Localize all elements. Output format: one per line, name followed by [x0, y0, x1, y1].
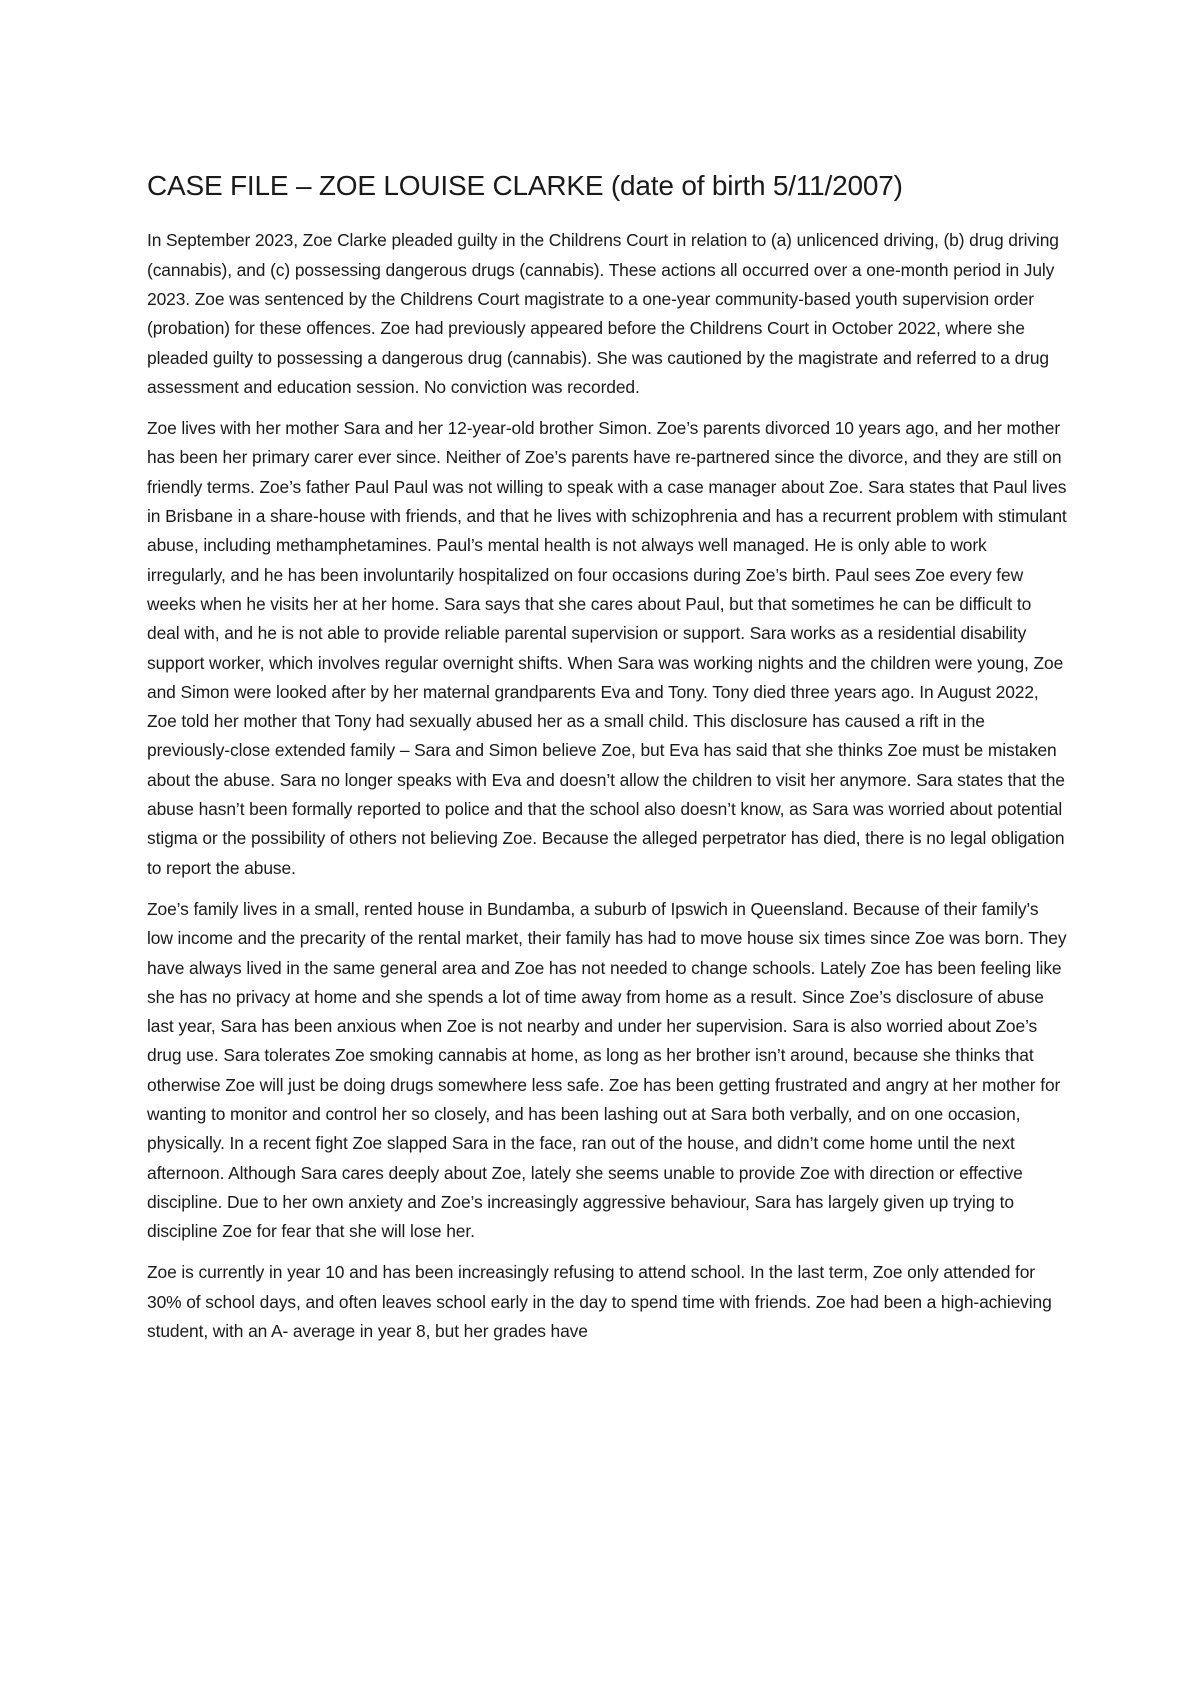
- document-body: [147, 168, 1067, 1358]
- paragraph-family-background: Zoe lives with her mother Sara and her 12-year-old brother Simon. Zoe’s parents divorced 10 years ago, and her mother has been her primary carer ever since. Neither of Zoe’s parents have re-partnered since the divorce, and they are still on friendly terms. Zoe’s father Paul Paul was not willing to speak with a case manager about Zoe. Sara states that Paul lives in Brisbane in a share-house with friends, and that he lives with schizophrenia and has a recurrent problem with stimulant abuse, including methamphetamines. Paul’s mental health is not always well managed. He is only able to work irregularly, and he has been involuntarily hospitalized on four occasions during Zoe’s birth. Paul sees Zoe every few weeks when he visits her at her home. Sara says that she cares about Paul, but that sometimes he can be difficult to deal with, and he is not able to provide reliable parental supervision or support. Sara works as a residential disability support worker, which involves regular overnight shifts. When Sara was working nights and the children were young, Zoe and Simon were looked after by her maternal grandparents Eva and Tony. Tony died three years ago. In August 2022, Zoe told her mother that Tony had sexually abused her as a small child. This disclosure has caused a rift in the previously-close extended family – Sara and Simon believe Zoe, but Eva has said that she thinks Zoe must be mistaken about the abuse. Sara no longer speaks with Eva and doesn’t allow the children to visit her anymore. Sara states that the abuse hasn’t been formally reported to police and that the school also doesn’t know, as Sara was worried about potential stigma or the possibility of others not believing Zoe. Because the alleged perpetrator has died, there is no legal obligation to report the abuse.: [147, 418, 1067, 878]
- paragraph-schooling: Zoe is currently in year 10 and has been increasingly refusing to attend school. In the last term, Zoe only attended for 30% of school days, and often leaves school early in the day to spend time with friends. Zoe had been a high-achieving student, with an A- average in year 8, but her grades have: [147, 1262, 1052, 1342]
- paragraph-home-situation: Zoe’s family lives in a small, rented house in Bundamba, a suburb of Ipswich in Queensland. Because of their family’s low income and the precarity of the rental market, their family has had to move house six times since Zoe was born. They have always lived in the same general area and Zoe has not needed to change schools. Lately Zoe has been feeling like she has no privacy at home and she spends a lot of time away from home as a result. Since Zoe’s disclosure of abuse last year, Sara has been anxious when Zoe is not nearby and under her supervision. Sara is also worried about Zoe’s drug use. Sara tolerates Zoe smoking cannabis at home, as long as her brother isn’t around, because she thinks that otherwise Zoe will just be doing drugs somewhere less safe. Zoe has been getting frustrated and angry at her mother for wanting to monitor and control her so closely, and has been lashing out at Sara both verbally, and on one occasion, physically. In a recent fight Zoe slapped Sara in the face, ran out of the house, and didn’t come home until the next afternoon. Although Sara cares deeply about Zoe, lately she seems unable to provide Zoe with direction or effective discipline. Due to her own anxiety and Zoe’s increasingly aggressive behaviour, Sara has largely given up trying to discipline Zoe for fear that she will lose her.: [147, 898, 1067, 1242]
- page-title: CASE FILE – ZOE LOUISE CLARKE (date of birth 5/11/2007): [147, 170, 903, 201]
- paragraph-offence-history: In September 2023, Zoe Clarke pleaded guilty in the Childrens Court in relation to (a) unlicenced driving, (b) drug driving (cannabis), and (c) possessing dangerous drugs (cannabis). These actions all occurred over a one-month period in July 2023. Zoe was sentenced by the Childrens Court magistrate to a one-year community-based youth supervision order (probation) for these offences. Zoe had previously appeared before the Childrens Court in October 2022, where she pleaded guilty to possessing a dangerous drug (cannabis). She was cautioned by the magistrate and referred to a drug assessment and education session. No conviction was recorded.: [147, 230, 1059, 397]
